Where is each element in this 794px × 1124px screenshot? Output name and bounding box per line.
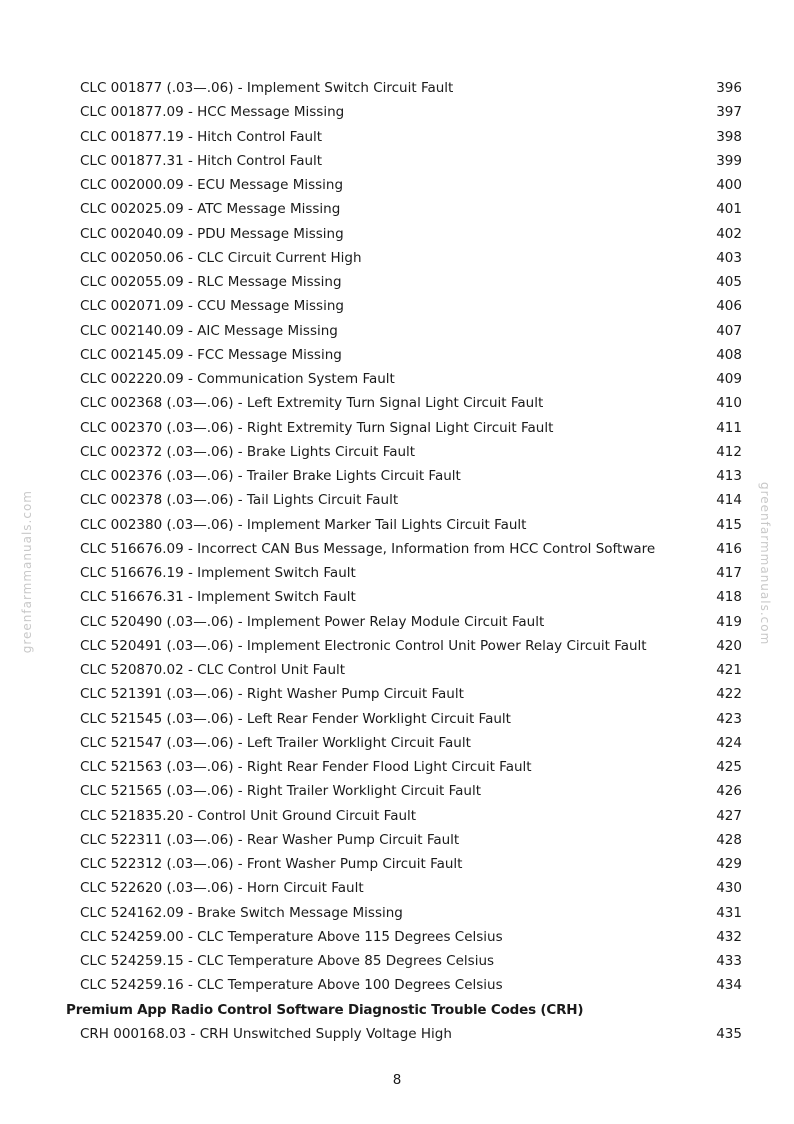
- toc-entry-page-number: 398: [716, 128, 742, 145]
- toc-section-heading[interactable]: [0, 998, 794, 1022]
- toc-entry-title: CLC 002055.09 - RLC Message Missing: [80, 274, 342, 290]
- toc-entry[interactable]: [0, 464, 794, 488]
- toc-entry[interactable]: [0, 125, 794, 149]
- toc-entry-title: CLC 516676.09 - Incorrect CAN Bus Message, Information from HCC Control Software: [80, 540, 656, 557]
- toc-entry-page-number: 423: [716, 710, 742, 727]
- toc-entry[interactable]: [0, 416, 794, 440]
- toc-entry-title: CLC 002368 (.03—.06) - Left Extremity Turn Signal Light Circuit Fault: [80, 395, 544, 412]
- toc-entry-page-number: 396: [716, 80, 742, 96]
- toc-entry-title: CLC 524259.00 - CLC Temperature Above 115 Degrees Celsius: [80, 928, 503, 945]
- toc-entry-page-number: 406: [716, 298, 742, 315]
- toc-entry-page-number: 412: [716, 443, 742, 460]
- toc-entry-page-number: 431: [716, 904, 742, 921]
- toc-entry-title: CLC 521835.20 - Control Unit Ground Circuit Fault: [80, 807, 417, 824]
- toc-entry[interactable]: [0, 561, 794, 585]
- toc-entry-page-number: 421: [716, 662, 742, 678]
- toc-entry-page-number: 408: [716, 346, 742, 363]
- toc-entry-page-number: 426: [716, 783, 742, 800]
- toc-entry-page-number: 433: [716, 953, 742, 969]
- toc-entry-title: CLC 002220.09 - Communication System Fault: [80, 371, 395, 387]
- toc-entry-page-number: 425: [716, 759, 742, 775]
- toc-entry-page-number: 434: [716, 977, 742, 994]
- toc-entry-title: CLC 524259.15 - CLC Temperature Above 85 Degrees Celsius: [80, 953, 495, 969]
- toc-entry-title: CLC 524162.09 - Brake Switch Message Missing: [80, 904, 403, 921]
- toc-entry-page-number: 429: [716, 856, 742, 872]
- toc-entry[interactable]: [0, 973, 794, 997]
- table-of-contents: [0, 76, 794, 1046]
- toc-entry-title: CLC 520490 (.03—.06) - Implement Power Relay Module Circuit Fault: [80, 613, 545, 630]
- toc-entry-page-number: 418: [716, 589, 742, 606]
- toc-entry-page-number: 413: [716, 468, 742, 484]
- toc-entry-title: CLC 516676.19 - Implement Switch Fault: [80, 565, 356, 581]
- toc-entry-title: CLC 002071.09 - CCU Message Missing: [80, 298, 344, 315]
- toc-entry-page-number: 399: [716, 152, 742, 169]
- toc-entry-title: CLC 521565 (.03—.06) - Right Trailer Worklight Circuit Fault: [80, 783, 482, 800]
- toc-entry-page-number: 410: [716, 395, 742, 412]
- toc-entry-title: CLC 002370 (.03—.06) - Right Extremity Turn Signal Light Circuit Fault: [80, 419, 554, 436]
- toc-entry[interactable]: [0, 925, 794, 949]
- toc-entry-page-number: 400: [716, 177, 742, 193]
- toc-entry-page-number: 414: [716, 492, 742, 509]
- toc-entry-title: CLC 001877.31 - Hitch Control Fault: [80, 152, 323, 169]
- toc-entry-title: CLC 002025.09 - ATC Message Missing: [80, 201, 341, 218]
- toc-entry-page-number: 415: [716, 516, 742, 533]
- toc-entry-title: CRH 000168.03 - CRH Unswitched Supply Voltage High: [80, 1025, 452, 1042]
- toc-entry-title: CLC 001877.19 - Hitch Control Fault: [80, 128, 323, 145]
- toc-entry[interactable]: [0, 173, 794, 197]
- toc-entry-title: CLC 002000.09 - ECU Message Missing: [80, 177, 344, 193]
- toc-entry[interactable]: [0, 488, 794, 512]
- toc-entry[interactable]: [0, 634, 794, 658]
- toc-entry-page-number: 407: [716, 322, 742, 339]
- toc-entry[interactable]: [0, 755, 794, 779]
- toc-entry-page-number: 401: [716, 201, 742, 218]
- toc-entry-title: CLC 002050.06 - CLC Circuit Current High: [80, 249, 362, 266]
- toc-entry-title: CLC 522311 (.03—.06) - Rear Washer Pump Circuit Fault: [80, 831, 460, 848]
- toc-entry[interactable]: [0, 901, 794, 925]
- toc-entry[interactable]: [0, 537, 794, 561]
- toc-entry[interactable]: [0, 440, 794, 464]
- toc-entry-page-number: 424: [716, 734, 742, 751]
- toc-entry[interactable]: [0, 949, 794, 973]
- toc-entry-page-number: 422: [716, 686, 742, 703]
- toc-entry-title: CLC 001877 (.03—.06) - Implement Switch Circuit Fault: [80, 80, 454, 96]
- toc-entry[interactable]: [0, 367, 794, 391]
- toc-entry-page-number: 403: [716, 249, 742, 266]
- toc-entry-title: CLC 002378 (.03—.06) - Tail Lights Circuit Fault: [80, 492, 399, 509]
- toc-entry-page-number: 397: [716, 104, 742, 121]
- toc-entry[interactable]: [0, 149, 794, 173]
- toc-entry[interactable]: [0, 682, 794, 706]
- toc-entry-title: CLC 002380 (.03—.06) - Implement Marker Tail Lights Circuit Fault: [80, 516, 527, 533]
- watermark-right: greenfarmmanuals.com: [758, 482, 772, 646]
- toc-entry-page-number: 420: [716, 637, 742, 654]
- toc-entry-page-number: 435: [716, 1025, 742, 1042]
- toc-entry[interactable]: [0, 852, 794, 876]
- toc-entry-page-number: 427: [716, 807, 742, 824]
- toc-entry-title: CLC 516676.31 - Implement Switch Fault: [80, 589, 356, 606]
- toc-entry[interactable]: [0, 828, 794, 852]
- toc-entry[interactable]: [0, 246, 794, 270]
- toc-section-heading-title: Premium App Radio Control Software Diagnostic Trouble Codes (CRH): [66, 1001, 584, 1018]
- toc-entry-title: CLC 522312 (.03—.06) - Front Washer Pump Circuit Fault: [80, 856, 463, 872]
- toc-entry-page-number: 405: [716, 274, 742, 290]
- toc-entry-title: CLC 002140.09 - AIC Message Missing: [80, 322, 338, 339]
- toc-entry[interactable]: [0, 197, 794, 221]
- toc-entry[interactable]: [0, 270, 794, 294]
- toc-entry-title: CLC 520870.02 - CLC Control Unit Fault: [80, 662, 346, 678]
- toc-entry[interactable]: [0, 100, 794, 124]
- toc-entry[interactable]: [0, 876, 794, 900]
- toc-entry-title: CLC 002040.09 - PDU Message Missing: [80, 225, 344, 242]
- toc-entry[interactable]: [0, 343, 794, 367]
- toc-entry-page-number: 402: [716, 225, 742, 242]
- toc-entry[interactable]: [0, 222, 794, 246]
- toc-entry-title: CLC 521391 (.03—.06) - Right Washer Pump Circuit Fault: [80, 686, 464, 703]
- toc-entry[interactable]: [0, 76, 794, 100]
- toc-entry-title: CLC 002372 (.03—.06) - Brake Lights Circuit Fault: [80, 443, 416, 460]
- toc-entry[interactable]: [0, 1022, 794, 1046]
- toc-entry[interactable]: [0, 731, 794, 755]
- toc-entry[interactable]: [0, 513, 794, 537]
- toc-entry[interactable]: [0, 391, 794, 415]
- page-number: 8: [392, 1072, 402, 1088]
- toc-entry[interactable]: [0, 585, 794, 609]
- toc-entry-title: CLC 520491 (.03—.06) - Implement Electronic Control Unit Power Relay Circuit Fault: [80, 637, 647, 654]
- toc-entry-page-number: 419: [716, 613, 742, 630]
- toc-entry-title: CLC 001877.09 - HCC Message Missing: [80, 104, 345, 121]
- toc-entry-title: CLC 522620 (.03—.06) - Horn Circuit Fault: [80, 880, 364, 897]
- toc-entry-page-number: 409: [716, 371, 742, 387]
- toc-entry-page-number: 432: [716, 928, 742, 945]
- toc-entry-title: CLC 521547 (.03—.06) - Left Trailer Worklight Circuit Fault: [80, 734, 471, 751]
- toc-entry-page-number: 417: [716, 565, 742, 581]
- toc-entry-title: CLC 521563 (.03—.06) - Right Rear Fender Flood Light Circuit Fault: [80, 759, 532, 775]
- toc-entry[interactable]: [0, 294, 794, 318]
- toc-entry[interactable]: [0, 779, 794, 803]
- watermark-left: greenfarmmanuals.com: [20, 490, 34, 654]
- toc-entry-title: CLC 524259.16 - CLC Temperature Above 100 Degrees Celsius: [80, 977, 503, 994]
- toc-entry-title: CLC 521545 (.03—.06) - Left Rear Fender Worklight Circuit Fault: [80, 710, 511, 727]
- toc-entry-title: CLC 002145.09 - FCC Message Missing: [80, 346, 342, 363]
- toc-entry[interactable]: [0, 658, 794, 682]
- toc-entry[interactable]: [0, 804, 794, 828]
- toc-entry[interactable]: [0, 319, 794, 343]
- toc-entry-page-number: 411: [716, 419, 742, 436]
- toc-entry-page-number: 416: [716, 540, 742, 557]
- toc-entry[interactable]: [0, 610, 794, 634]
- toc-entry-page-number: 428: [716, 831, 742, 848]
- toc-entry-title: CLC 002376 (.03—.06) - Trailer Brake Lights Circuit Fault: [80, 468, 461, 484]
- toc-entry-page-number: 430: [716, 880, 742, 897]
- toc-entry[interactable]: [0, 707, 794, 731]
